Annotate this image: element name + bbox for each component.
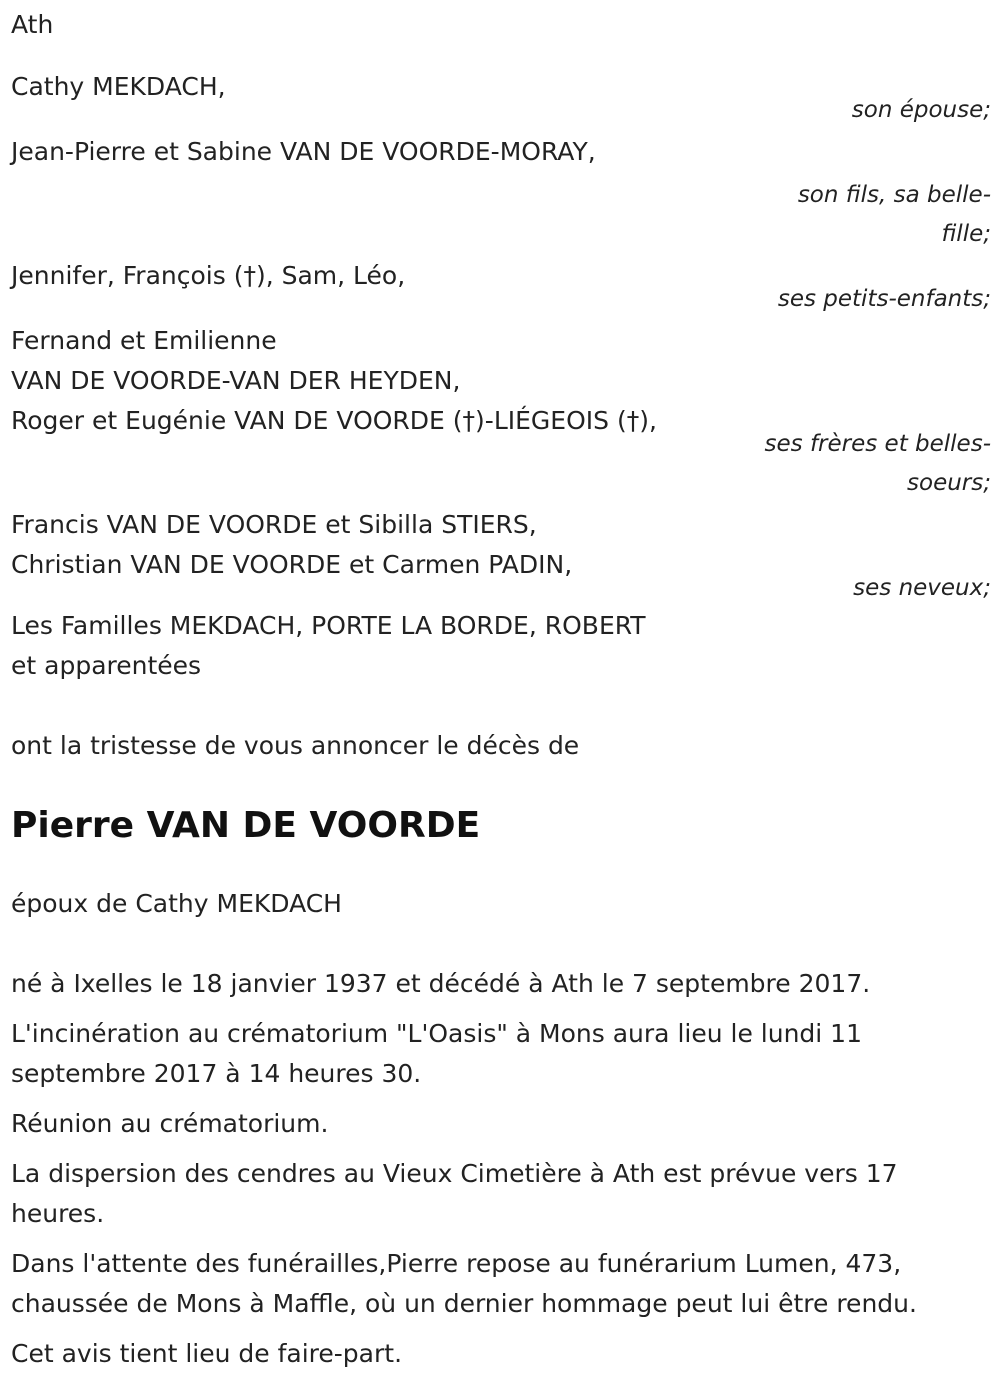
family-group [11, 505, 991, 608]
family-name-line: Jean-Pierre et Sabine VAN DE VOORDE-MORAY, [11, 137, 596, 166]
location: Ath [11, 10, 54, 39]
family-name-line: Les Familles MEKDACH, PORTE LA BORDE, ROBERT [11, 611, 646, 640]
family-role: ses petits-enfants; [777, 286, 991, 312]
family-name-line: Christian VAN DE VOORDE et Carmen PADIN, [11, 550, 573, 579]
obituary-notice [11, 5, 991, 1374]
family-role: soeurs; [907, 470, 991, 496]
detail-paragraph: né à Ixelles le 18 janvier 1937 et décédé à Ath le 7 septembre 2017. [11, 969, 871, 998]
detail-paragraph: Dans l'attente des funérailles,Pierre repose au funérarium Lumen, 473, chaussée de Mons à Maffle, où un dernier hommage peut lui être rendu. [11, 1249, 917, 1318]
family-name-line: Roger et Eugénie VAN DE VOORDE (†)-LIÉGEOIS (†), [11, 406, 657, 435]
detail-paragraph: La dispersion des cendres au Vieux Cimetière à Ath est prévue vers 17 heures. [11, 1159, 898, 1228]
family-name-line: et apparentées [11, 651, 202, 680]
family-name-line: Fernand et Emilienne [11, 326, 277, 355]
family-group [11, 132, 991, 254]
family-role: son fils, sa belle- [797, 182, 991, 208]
detail-paragraph: Réunion au crématorium. [11, 1109, 329, 1138]
family-group [11, 67, 991, 130]
family-group [11, 321, 991, 503]
family-role: son épouse; [851, 97, 991, 123]
deceased-name: Pierre VAN DE VOORDE [11, 805, 481, 846]
family-name-line: Francis VAN DE VOORDE et Sibilla STIERS, [11, 510, 537, 539]
family-group [11, 606, 991, 686]
family-name-line: Jennifer, François (†), Sam, Léo, [11, 261, 406, 290]
announcement: ont la tristesse de vous annoncer le décès de [11, 731, 580, 760]
family-name-line: Cathy MEKDACH, [11, 72, 226, 101]
family-role: ses frères et belles- [764, 431, 991, 457]
detail-paragraph: L'incinération au crématorium "L'Oasis" à Mons aura lieu le lundi 11 septembre 2017 à 14 heures 30. [11, 1019, 862, 1088]
family-role: ses neveux; [853, 575, 991, 601]
family-group [11, 256, 991, 319]
spouse-line: époux de Cathy MEKDACH [11, 889, 342, 918]
family-name-line: VAN DE VOORDE-VAN DER HEYDEN, [11, 366, 461, 395]
detail-paragraph: Cet avis tient lieu de faire-part. [11, 1339, 403, 1368]
family-role: fille; [941, 221, 991, 247]
